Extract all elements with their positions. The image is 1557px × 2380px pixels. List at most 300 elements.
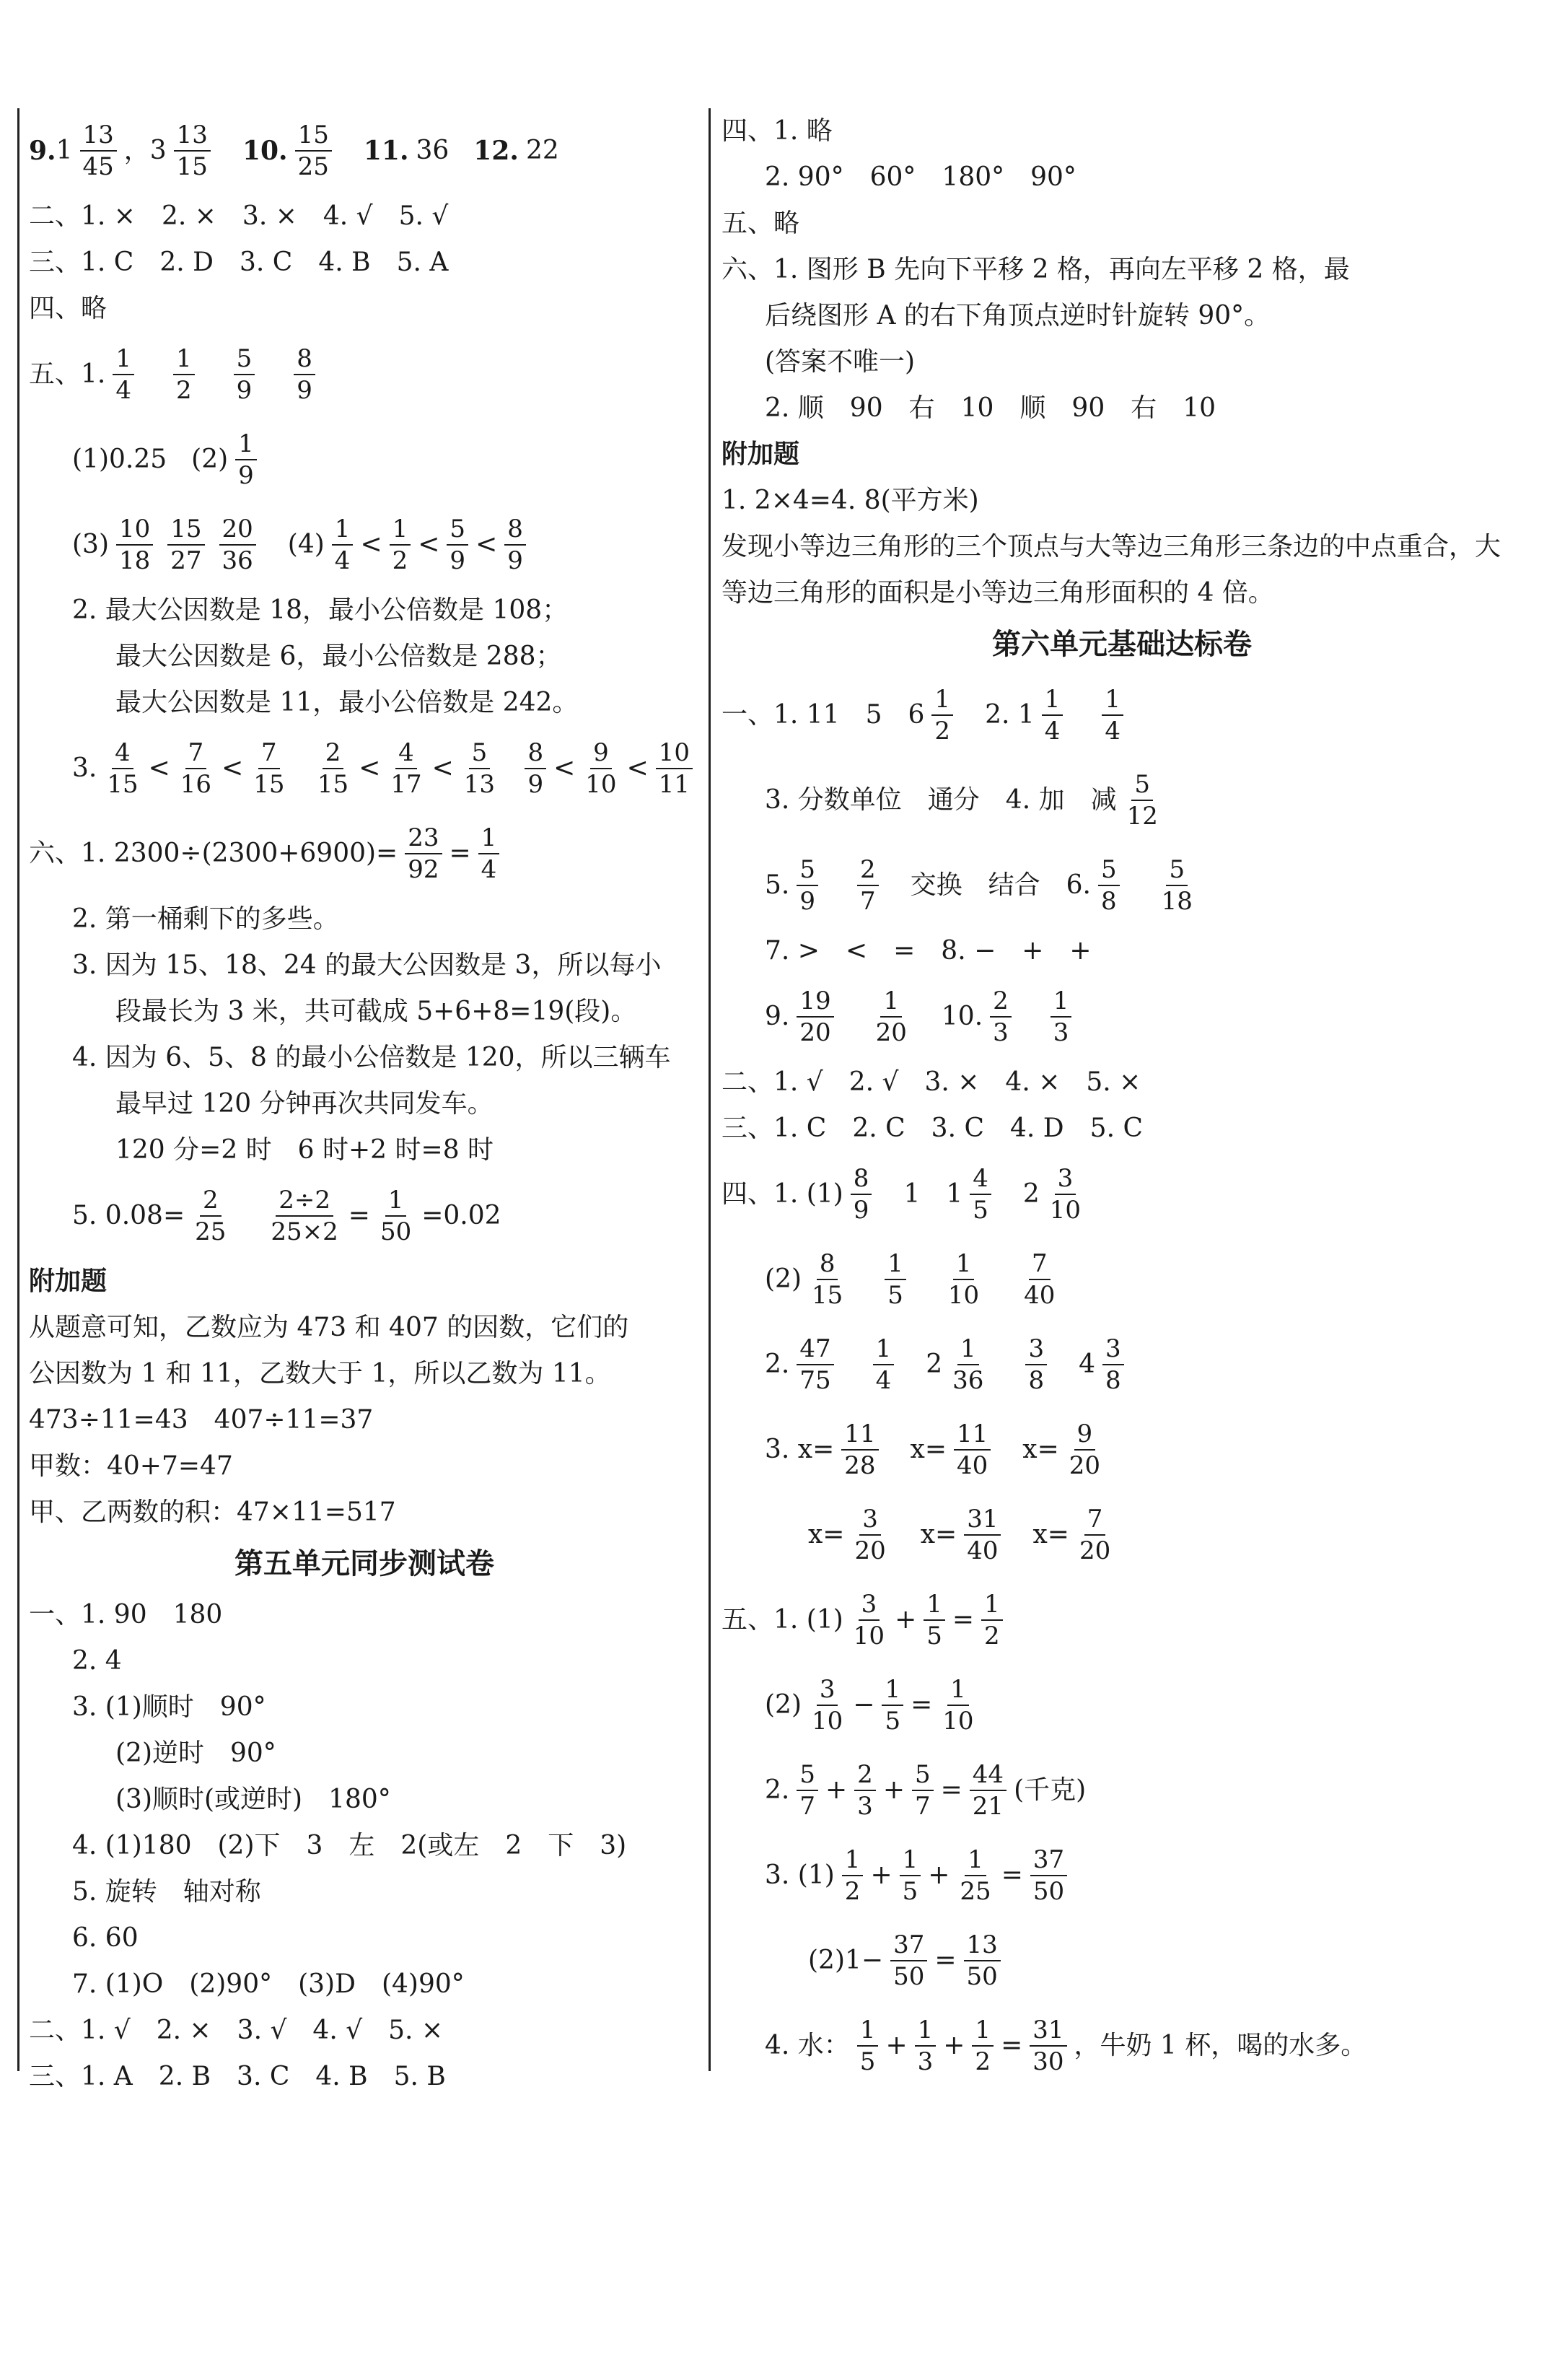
answer: 五、1. (1) xyxy=(722,1605,843,1635)
denominator: 4 xyxy=(1044,717,1061,745)
numerator: 11 xyxy=(841,1419,878,1451)
whole: 1 xyxy=(56,136,73,165)
denominator: 15 xyxy=(812,1281,843,1310)
answer: (千克) xyxy=(1014,1775,1087,1805)
numerator: 47 xyxy=(797,1334,833,1365)
denominator: 10 xyxy=(585,770,617,799)
answer: 2. xyxy=(765,1775,790,1805)
numerator: 7 xyxy=(1084,1504,1106,1536)
operator: + xyxy=(895,1605,917,1635)
section-title: 第五单元同步测试卷 xyxy=(234,1547,494,1580)
fraction xyxy=(842,1845,864,1907)
fraction xyxy=(447,514,468,576)
item-number: 10. xyxy=(242,136,288,166)
fraction xyxy=(990,986,1012,1048)
answer-row: 2. 90° 60° 180° 90° xyxy=(765,162,1076,192)
numerator: 23 xyxy=(405,823,442,854)
numerator: 3 xyxy=(1055,1163,1076,1195)
numerator: 3 xyxy=(859,1589,880,1621)
denominator: 10 xyxy=(947,1281,980,1310)
numerator: 31 xyxy=(964,1504,1001,1536)
fraction xyxy=(219,514,256,576)
fraction xyxy=(797,1334,833,1396)
operator: + xyxy=(825,1775,848,1805)
denominator: 10 xyxy=(812,1707,843,1736)
denominator: 5 xyxy=(973,1196,988,1225)
answer-row: 五、略 xyxy=(722,209,800,238)
left-column xyxy=(29,108,700,2100)
numerator: 1 xyxy=(842,1845,864,1876)
fraction xyxy=(873,1334,895,1396)
denominator: 15 xyxy=(176,152,208,181)
denominator: 7 xyxy=(799,1792,815,1821)
numerator: 2 xyxy=(200,1185,222,1217)
numerator: 1 xyxy=(332,514,354,546)
answer-row xyxy=(722,843,1522,928)
numerator: 37 xyxy=(1030,1845,1067,1876)
denominator: 16 xyxy=(180,770,212,799)
fraction xyxy=(797,1759,818,1821)
equals-sign: = xyxy=(934,1946,957,1975)
denominator: 20 xyxy=(799,1018,831,1047)
numerator: 1 xyxy=(390,514,411,546)
denominator: 2 xyxy=(934,717,951,745)
fraction xyxy=(387,738,424,800)
answer-row xyxy=(722,1237,1522,1322)
answer-row xyxy=(722,1748,1522,1833)
answer-row xyxy=(29,1173,700,1259)
fraction xyxy=(1159,854,1196,916)
fraction xyxy=(1030,2015,1066,2077)
numerator: 1 xyxy=(1102,684,1123,716)
answer: ，牛奶 1 杯，喝的水多。 xyxy=(1074,2031,1367,2060)
numerator: 1 xyxy=(1051,986,1072,1018)
fraction xyxy=(656,738,693,800)
numerator: 5 xyxy=(1166,854,1188,886)
answer-row: (2)逆时 90° xyxy=(115,1738,276,1768)
answer: 22 xyxy=(525,136,559,165)
denominator: 8 xyxy=(1101,887,1117,916)
equals-sign: = xyxy=(1001,1860,1023,1890)
fraction xyxy=(890,1930,927,1992)
answer-row: 2. 最大公因数是 18，最小公倍数是 108； xyxy=(72,595,569,625)
answer-row: 三、1. C 2. C 3. C 4. D 5. C xyxy=(722,1114,1143,1143)
answer-row xyxy=(29,811,700,896)
answer-row: 3. (1)顺时 90° xyxy=(72,1692,266,1722)
numerator: 5 xyxy=(469,738,491,769)
numerator: 5 xyxy=(912,1759,934,1791)
answer-row: 一、1. 90 180 xyxy=(29,1600,223,1629)
numerator: 7 xyxy=(1029,1248,1051,1280)
numerator: 3 xyxy=(817,1674,838,1706)
denominator: 5 xyxy=(885,1707,901,1736)
less-than-sign: < xyxy=(475,530,498,559)
item-number: 3. xyxy=(72,753,97,783)
fraction xyxy=(177,738,214,800)
answer-row: 二、1. × 2. × 3. × 4. √ 5. √ xyxy=(29,201,449,231)
equals-sign: = xyxy=(1001,2031,1023,2060)
fraction xyxy=(851,1589,887,1651)
denominator: 7 xyxy=(914,1792,931,1821)
numerator: 1 xyxy=(900,1845,921,1876)
denominator: 2 xyxy=(844,1877,861,1906)
answer-row: 5. 旋转 轴对称 xyxy=(72,1877,261,1907)
answer: 六、1. 2300÷(2300+6900)= xyxy=(29,839,398,868)
denominator: 7 xyxy=(860,887,876,916)
fraction xyxy=(582,738,619,800)
fraction xyxy=(116,514,153,576)
denominator: 11 xyxy=(658,770,690,799)
numerator: 1 xyxy=(924,1589,945,1621)
denominator: 3 xyxy=(993,1018,1009,1047)
numerator: 8 xyxy=(294,344,315,375)
denominator: 10 xyxy=(1049,1196,1082,1225)
answer: 2. 1 xyxy=(985,700,1035,730)
answer-row: 最早过 120 分钟再次共同发车。 xyxy=(115,1089,494,1119)
numerator: 9 xyxy=(590,738,612,769)
equals-sign: = xyxy=(940,1775,962,1805)
numerator: 1 xyxy=(173,344,195,375)
answer: 3. (1) xyxy=(765,1860,835,1890)
numerator: 2 xyxy=(990,986,1012,1018)
answer-row: 3. 因为 15、18、24 的最大公因数是 3，所以每小 xyxy=(72,950,662,980)
denominator: 20 xyxy=(875,1018,907,1047)
answer-row xyxy=(722,758,1522,843)
numerator: 5 xyxy=(1098,854,1120,886)
answer-row xyxy=(722,1578,1522,1663)
numerator: 31 xyxy=(1030,2015,1066,2047)
answer-row xyxy=(722,1152,1522,1237)
numerator: 8 xyxy=(851,1163,872,1195)
less-than-sign: < xyxy=(360,530,382,559)
denominator: 3 xyxy=(1053,1018,1069,1047)
answer: 2. xyxy=(765,1349,790,1379)
answer: 9. xyxy=(765,1002,790,1031)
denominator: 10 xyxy=(942,1707,974,1736)
numerator: 1 xyxy=(113,344,134,375)
denominator: 25 xyxy=(960,1877,991,1906)
numerator: 1 xyxy=(478,823,500,854)
answer: (2) xyxy=(765,1690,802,1720)
numerator: 4 xyxy=(395,738,417,769)
denominator: 45 xyxy=(82,152,114,181)
denominator: 9 xyxy=(853,1196,869,1225)
fraction xyxy=(970,1759,1006,1821)
denominator: 40 xyxy=(1024,1281,1056,1310)
denominator: 8 xyxy=(1105,1366,1121,1395)
less-than-sign: < xyxy=(418,530,440,559)
fraction xyxy=(390,514,411,576)
numerator: 1 xyxy=(235,429,257,460)
denominator: 5 xyxy=(926,1622,942,1650)
fraction xyxy=(809,1674,846,1736)
operator: − xyxy=(853,1690,875,1720)
fraction xyxy=(945,1248,982,1311)
fraction xyxy=(1025,1334,1047,1396)
less-than-sign: < xyxy=(148,753,170,783)
denominator: 28 xyxy=(844,1451,876,1480)
fraction xyxy=(104,738,141,800)
fraction xyxy=(235,429,257,491)
fraction xyxy=(1047,1163,1084,1225)
fraction xyxy=(797,986,833,1048)
numerator: 7 xyxy=(258,738,280,769)
numerator: 19 xyxy=(797,986,833,1018)
answer-row: 最大公因数是 11，最小公倍数是 242。 xyxy=(115,688,579,717)
denominator: 5 xyxy=(887,1281,903,1310)
operator: + xyxy=(928,1860,950,1890)
numerator: 2 xyxy=(857,854,879,886)
answer-row: 六、1. 图形 B 先向下平移 2 格，再向左平移 2 格，最 xyxy=(722,255,1350,284)
answer: 5. xyxy=(765,870,790,900)
denominator: 17 xyxy=(390,770,422,799)
fraction xyxy=(972,2015,994,2077)
numerator: 11 xyxy=(954,1419,991,1451)
denominator: 9 xyxy=(449,546,466,575)
denominator: 13 xyxy=(463,770,496,799)
answer-row: 甲、乙两数的积：47×11=517 xyxy=(29,1497,396,1527)
answer: 36 xyxy=(416,136,449,165)
answer: 4. 水： xyxy=(765,2031,850,2060)
fraction xyxy=(294,344,315,406)
answer-row: 7. (1)O (2)90° (3)D (4)90° xyxy=(72,1969,465,1999)
answer: x= xyxy=(910,1435,947,1464)
denominator: 15 xyxy=(317,770,349,799)
denominator: 30 xyxy=(1032,2047,1064,2076)
answer: (2)1− xyxy=(808,1946,884,1975)
fraction xyxy=(954,1419,991,1481)
answer: (4) xyxy=(287,530,325,559)
fraction xyxy=(957,1845,994,1907)
denominator: 4 xyxy=(875,1366,892,1395)
numerator: 1 xyxy=(931,684,953,716)
fraction xyxy=(1124,769,1161,831)
numerator: 8 xyxy=(504,514,526,546)
bonus-heading: 附加题 xyxy=(722,439,800,469)
fraction xyxy=(1051,986,1072,1048)
numerator: 15 xyxy=(167,514,204,546)
left-margin-rule xyxy=(17,108,19,2071)
answer-row xyxy=(722,1492,1522,1578)
fraction xyxy=(295,120,332,182)
text: ，3 xyxy=(123,136,167,165)
answer: 4 xyxy=(1079,1349,1095,1379)
answer-row xyxy=(722,2003,1522,2088)
fraction xyxy=(809,1248,846,1311)
denominator: 25×2 xyxy=(271,1217,338,1246)
fraction xyxy=(857,854,879,916)
answer: (2) xyxy=(765,1264,802,1294)
numerator: 2 xyxy=(854,1759,876,1791)
answer-row xyxy=(722,673,1522,758)
operator: + xyxy=(885,2031,908,2060)
fraction xyxy=(873,986,910,1048)
answer-row: 2. 第一桶剩下的多些。 xyxy=(72,904,339,934)
fraction xyxy=(461,738,498,800)
answer-row: 三、1. C 2. D 3. C 4. B 5. A xyxy=(29,248,449,277)
numerator: 1 xyxy=(857,2015,879,2047)
fraction xyxy=(525,738,546,800)
equals-sign: = xyxy=(952,1605,975,1635)
numerator: 4 xyxy=(970,1163,991,1195)
answer: 2 xyxy=(1022,1179,1040,1209)
less-than-sign: < xyxy=(431,753,454,783)
numerator: 2÷2 xyxy=(276,1185,333,1217)
denominator: 27 xyxy=(170,546,202,575)
denominator: 40 xyxy=(967,1536,999,1565)
numerator: 1 xyxy=(385,1185,407,1217)
fraction xyxy=(1102,684,1123,746)
denominator: 50 xyxy=(966,1962,998,1991)
numerator: 9 xyxy=(1074,1419,1096,1451)
numerator: 37 xyxy=(890,1930,927,1961)
answer-row: 四、略 xyxy=(29,294,108,323)
numerator: 1 xyxy=(885,1248,906,1280)
denominator: 50 xyxy=(1032,1877,1065,1906)
numerator: 5 xyxy=(797,1759,818,1791)
answer: 交换 结合 6. xyxy=(910,870,1091,900)
answer-row xyxy=(722,1918,1522,2003)
denominator: 20 xyxy=(854,1536,886,1565)
denominator: 3 xyxy=(917,2047,934,2076)
fraction xyxy=(405,823,442,885)
denominator: 9 xyxy=(238,461,254,490)
numerator: 1 xyxy=(953,1248,975,1280)
answer-row: 后绕图形 A 的右下角顶点逆时针旋转 90°。 xyxy=(765,301,1271,331)
fraction xyxy=(854,1759,876,1821)
answer: 10. xyxy=(941,1002,983,1031)
denominator: 20 xyxy=(1069,1451,1100,1480)
numerator: 5 xyxy=(234,344,255,375)
answer: 3. 分数单位 通分 4. 加 减 xyxy=(765,785,1117,815)
fraction xyxy=(931,684,953,746)
answer: 四、1. (1) xyxy=(722,1179,843,1209)
answer-row xyxy=(722,974,1522,1059)
denominator: 2 xyxy=(984,1622,1000,1650)
numerator: 8 xyxy=(817,1248,838,1280)
answer-row xyxy=(722,1407,1522,1492)
denominator: 9 xyxy=(297,376,312,405)
fraction xyxy=(964,1930,1001,1992)
denominator: 21 xyxy=(972,1792,1004,1821)
numerator: 8 xyxy=(525,738,546,769)
answer-row xyxy=(29,332,700,417)
denominator: 15 xyxy=(107,770,139,799)
answer-row xyxy=(29,502,700,587)
denominator: 2 xyxy=(176,376,192,405)
section-title: 第六单元基础达标卷 xyxy=(992,628,1252,661)
numerator: 20 xyxy=(219,514,256,546)
numerator: 13 xyxy=(174,120,211,152)
answer-row xyxy=(29,417,700,502)
answer-row: 6. 60 xyxy=(72,1923,139,1953)
denominator: 4 xyxy=(334,546,351,575)
fraction xyxy=(1102,1334,1124,1396)
numerator: 13 xyxy=(80,120,117,152)
item-number: 9. xyxy=(29,136,56,166)
answer-row: 最大公因数是 6，最小公倍数是 288； xyxy=(115,642,562,671)
answer-paragraph: 发现小等边三角形的三个顶点与大等边三角形三条边的中点重合，大等边三角形的面积是小等边三角形面积的 4 倍。 xyxy=(722,532,1501,608)
answer-row: 段最长为 3 米，共可截成 5+6+8=19(段)。 xyxy=(115,997,637,1026)
answer: 1 1 xyxy=(903,1179,963,1209)
denominator: 20 xyxy=(1079,1536,1111,1565)
numerator: 4 xyxy=(112,738,133,769)
numerator: 1 xyxy=(972,2015,994,2047)
numerator: 1 xyxy=(965,1845,986,1876)
numerator: 1 xyxy=(981,1589,1003,1621)
answer-row: (答案不唯一) xyxy=(765,347,916,377)
answer-row xyxy=(722,1322,1522,1407)
numerator: 1 xyxy=(915,2015,937,2047)
fraction xyxy=(939,1674,976,1736)
denominator: 25 xyxy=(297,152,329,181)
fraction xyxy=(915,2015,937,2077)
answer-row: 二、1. √ 2. × 3. √ 4. √ 5. × xyxy=(29,2016,444,2045)
fraction xyxy=(1021,1248,1058,1311)
numerator: 5 xyxy=(447,514,468,546)
less-than-sign: < xyxy=(359,753,381,783)
numerator: 1 xyxy=(957,1334,979,1365)
denominator: 36 xyxy=(222,546,253,575)
answer: x= xyxy=(920,1520,957,1549)
answer: x= xyxy=(1032,1520,1069,1549)
fraction xyxy=(851,1504,888,1566)
numerator: 15 xyxy=(295,120,332,152)
right-column xyxy=(722,108,1522,2088)
fraction xyxy=(504,514,526,576)
fraction xyxy=(981,1589,1003,1651)
denominator: 9 xyxy=(507,546,523,575)
numerator: 2 xyxy=(323,738,344,769)
answer: 5. 0.08= xyxy=(72,1201,185,1230)
denominator: 18 xyxy=(1161,887,1193,916)
denominator: 92 xyxy=(408,855,439,884)
answer: x= xyxy=(808,1520,845,1549)
answer: (1)0.25 xyxy=(72,445,167,474)
denominator: 4 xyxy=(1105,717,1121,745)
answer-row: 120 分=2 时 6 时+2 时=8 时 xyxy=(115,1135,494,1165)
answer-row: 7. > < = 8. − + + xyxy=(765,936,1092,966)
answer: (3) xyxy=(72,530,109,559)
denominator: 3 xyxy=(857,1792,873,1821)
fraction xyxy=(857,2015,879,2077)
answer-row: 2. 4 xyxy=(72,1646,122,1676)
fraction xyxy=(173,344,195,406)
fraction xyxy=(332,514,354,576)
numerator: 1 xyxy=(880,986,902,1018)
less-than-sign: < xyxy=(222,753,244,783)
fraction xyxy=(174,120,211,182)
answer-row: 1. 2×4=4. 8(平方米) xyxy=(722,486,979,515)
denominator: 40 xyxy=(957,1451,988,1480)
denominator: 18 xyxy=(119,546,151,575)
answer-row: 四、1. 略 xyxy=(722,116,833,146)
fraction xyxy=(234,344,255,406)
numerator: 3 xyxy=(1025,1334,1047,1365)
denominator: 4 xyxy=(481,855,497,884)
answer-row: 二、1. √ 2. √ 3. × 4. × 5. × xyxy=(722,1067,1141,1097)
numerator: 3 xyxy=(1102,1334,1124,1365)
answer-row: 甲数：40+7=47 xyxy=(29,1451,233,1481)
fraction xyxy=(841,1419,878,1481)
fraction xyxy=(80,120,117,182)
answer: =0.02 xyxy=(421,1201,501,1230)
denominator: 9 xyxy=(527,770,544,799)
answer-row xyxy=(722,1833,1522,1918)
denominator: 50 xyxy=(380,1217,412,1246)
denominator: 2 xyxy=(392,546,408,575)
fraction xyxy=(1098,854,1120,916)
